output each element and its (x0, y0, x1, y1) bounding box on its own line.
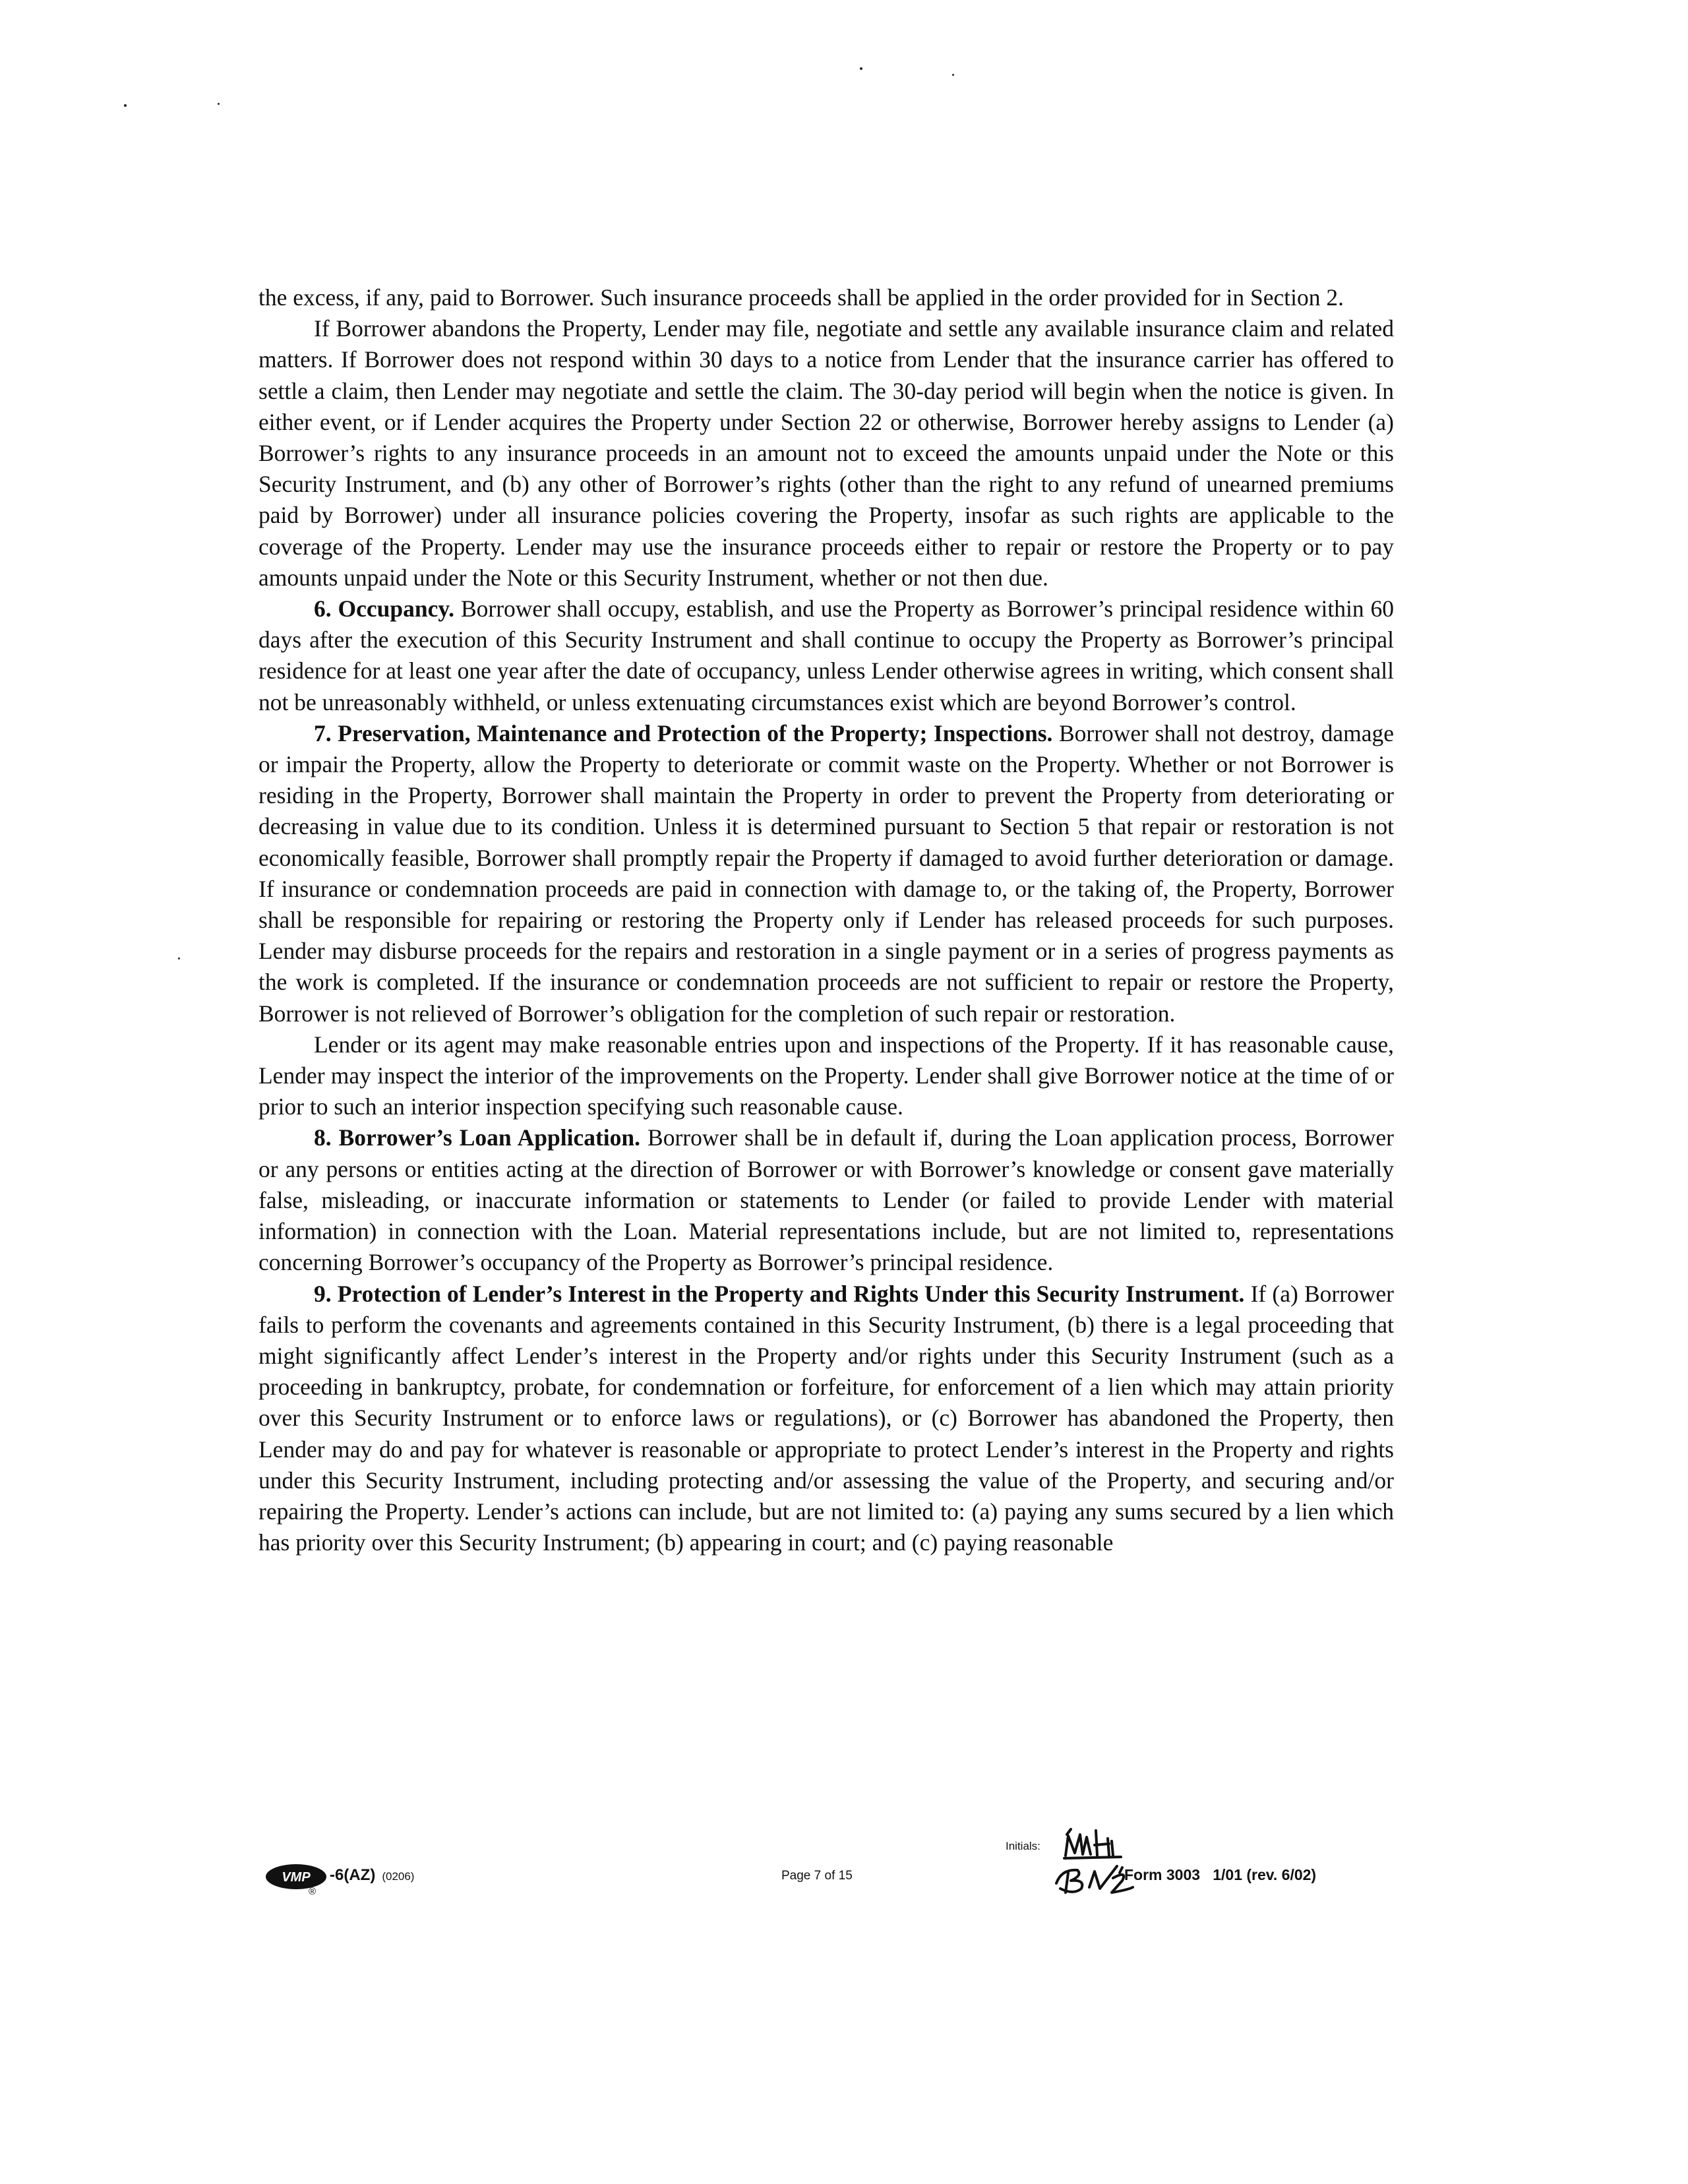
paragraph-insurance-claim: If Borrower abandons the Property, Lender may file, negotiate and settle any available insurance claim and related matters. If Borrower does not respond within 30 days to a notice from Lender that the insurance carrier has offered to settle a claim, then Lender may negotiate and settle the claim. The 30-day period will begin when the notice is given. In either event, or if Lender acquires the Property under Section 22 or otherwise, Borrower hereby assigns to Lender (a) Borrower’s rights to any insurance proceeds in an amount not to exceed the amounts unpaid under the Note or this Security Instrument, and (b) any other of Borrower’s rights (other than the right to any refund of unearned premiums paid by Borrower) under all insurance policies covering the Property, insofar as such rights are applicable to the coverage of the Property. Lender may use the insurance proceeds either to repair or restore the Property or to pay amounts unpaid under the Note or this Security Instrument, whether or not then due. (258, 315, 1394, 591)
section-text: If (a) Borrower fails to perform the covenants and agreements contained in this Security Instrument, (b) there is a legal proceeding that might significantly affect Lender’s interest in the Property and/or rights under this Security Instrument (such as a proceeding in bankruptcy, probate, for condemnation or forfeiture, for enforcement of a lien which may attain priority over this Security Instrument or to enforce laws or regulations), or (c) Borrower has abandoned the Property, then Lender may do and pay for whatever is reasonable or appropriate to protect Lender’s interest in the Property and rights under this Security Instrument, including protecting and/or assessing the value of the Property, and securing and/or repairing the Property. Lender’s actions can include, but are not limited to: (a) paying any sums secured by a lien which has priority over this Security Instrument; (b) appearing in court; and (c) paying reasonable (258, 1280, 1395, 1556)
paragraph-inspections: Lender or its agent may make reasonable entries upon and inspections of the Property. If it has reasonable cause, Lender may inspect the interior of the improvements on the Property. Lender shall give Borrower notice at the time of or prior to such an interior inspection specifying such reasonable cause. (258, 1031, 1394, 1120)
document-body (258, 282, 1394, 1558)
initials-label: Initials: (1006, 1840, 1040, 1852)
form-revision: (0206) (382, 1870, 415, 1883)
section-heading: 9. Protection of Lender’s Interest in the Property and Rights Under this Security Instrument. (314, 1280, 1245, 1307)
logo-text: VMP (282, 1870, 311, 1885)
section-text: Borrower shall not destroy, damage or impair the Property, allow the Property to deteriorate or commit waste on the Property. Whether or not Borrower is residing in the Property, Borrower shall maintain the Property in order to prevent the Property from deteriorating or decreasing in value due to its condition. Unless it is determined pursuant to Section 5 that repair or restoration is not economically feasible, Borrower shall promptly repair the Property if damaged to avoid further deterioration or damage. If insurance or condemnation proceeds are paid in connection with damage to, or the taking of, the Property, Borrower shall be responsible for repairing or restoring the Property only if Lender has released proceeds for such purposes. Lender may disburse proceeds for the repairs and restoration in a single payment or in a series of progress payments as the work is completed. If the insurance or condemnation proceeds are not sufficient to repair or restore the Property, Borrower is not relieved of Borrower’s obligation for the completion of such repair or restoration. (258, 719, 1395, 1027)
scan-speck (124, 104, 127, 107)
section-heading: 6. Occupancy. (314, 595, 455, 622)
page-footer (0, 1833, 1688, 1912)
section-heading: 7. Preservation, Maintenance and Protection of the Property; Inspections. (314, 719, 1053, 746)
form-code (330, 1866, 414, 1885)
scan-speck (952, 74, 954, 76)
section-9-protection (258, 1279, 1394, 1559)
section-8-loan-application (258, 1122, 1394, 1278)
scan-speck (860, 67, 862, 70)
registered-mark: ® (309, 1886, 316, 1897)
form-code-label: -6(AZ) (330, 1866, 376, 1884)
section-text: Borrower shall occupy, establish, and use the Property as Borrower’s principal residence within 60 days after the execution of this Security Instrument and shall continue to occupy the Property as Borrower’s principal residence for at least one year after the date of occupancy, unless Lender otherwise agrees in writing, which consent shall not be unreasonably withheld, or unless extenuating circumstances exist which are beyond Borrower’s control. (258, 595, 1394, 715)
section-7-preservation (258, 718, 1394, 1029)
section-text: Borrower shall be in default if, during the Loan application process, Borrower or any persons or entities acting at the direction of Borrower or with Borrower’s knowledge or consent gave materially false, misleading, or inaccurate information or statements to Lender (or failed to provide Lender with material information) in connection with the Loan. Material representations include, but are not limited to, representations concerning Borrower’s occupancy of the Property as Borrower’s principal residence. (258, 1124, 1395, 1276)
section-6-occupancy (258, 593, 1394, 718)
scan-speck (178, 957, 180, 959)
handwritten-initials-signature (1048, 1815, 1207, 1914)
paragraph-continuation: the excess, if any, paid to Borrower. Such insurance proceeds shall be applied in the order provided for in Section 2. (258, 284, 1344, 311)
scan-speck (218, 103, 220, 105)
section-heading: 8. Borrower’s Loan Application. (314, 1124, 641, 1151)
vmp-logo-icon (265, 1864, 328, 1890)
form-identifier: Form 3003 1/01 (rev. 6/02) (1124, 1866, 1317, 1883)
page-number: Page 7 of 15 (781, 1869, 853, 1883)
